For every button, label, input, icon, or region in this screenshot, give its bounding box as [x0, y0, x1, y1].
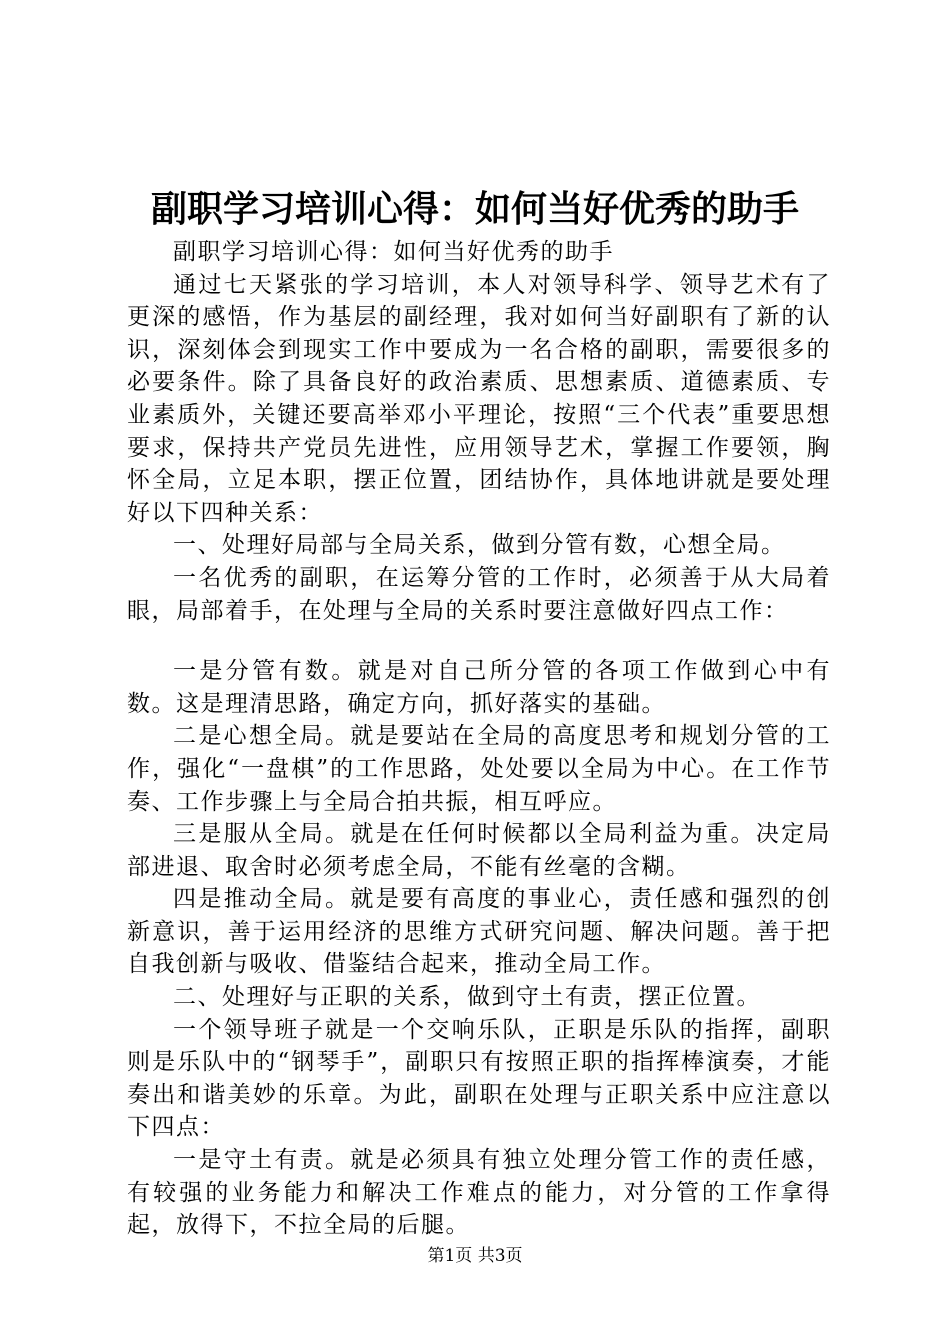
- section-heading-2: 二、处理好与正职的关系，做到守土有责，摆正位置。: [173, 984, 761, 1011]
- document-body: [127, 236, 831, 1242]
- paragraph-intro: 通过七天紧张的学习培训，本人对领导科学、领导艺术有了更深的感悟，作为基层的副经理，我对如何当好副职有了新的认识，深刻体会到现实工作中要成为一名合格的副职，需要很多的必要条件。除了具备良好的政治素质、思想素质、道德素质、专业素质外，关键还要高举邓小平理论，按照“三个代表”重要思想要求，保持共产党员先进性，应用领导艺术，掌握工作要领，胸怀全局，立足本职，摆正位置，团结协作，具体地讲就是要处理好以下四种关系：: [127, 271, 831, 526]
- paragraph-section-2-point-1: 一是守土有责。就是必须具有独立处理分管工作的责任感，有较强的业务能力和解决工作难点的能力，对分管的工作拿得起，放得下，不拉全局的后腿。: [127, 1147, 831, 1239]
- document-title: 副职学习培训心得：如何当好优秀的助手: [150, 189, 799, 230]
- paragraph-point-3: 三是服从全局。就是在任何时候都以全局利益为重。决定局部进退、取舍时必须考虑全局，不能有丝毫的含糊。: [127, 821, 831, 880]
- paragraph-point-4: 四是推动全局。就是要有高度的事业心，责任感和强烈的创新意识，善于运用经济的思维方式研究问题、解决问题。善于把自我创新与吸收、借鉴结合起来，推动全局工作。: [127, 886, 831, 978]
- paragraph-point-1: 一是分管有数。就是对自己所分管的各项工作做到心中有数。这是理清思路，确定方向，抓好落实的基础。: [127, 658, 831, 717]
- paragraph-section-2-intro: 一个领导班子就是一个交响乐队，正职是乐队的指挥，副职则是乐队中的“钢琴手”，副职只有按照正职的指挥棒演奏，才能奏出和谐美妙的乐章。为此，副职在处理与正职关系中应注意以下四点：: [127, 1016, 831, 1141]
- page-number-footer: 第1页 共3页: [427, 1246, 523, 1266]
- paragraph-point-2: 二是心想全局。就是要站在全局的高度思考和规划分管的工作，强化“一盘棋”的工作思路，处处要以全局为中心。在工作节奏、工作步骤上与全局合拍共振，相互呼应。: [127, 723, 831, 815]
- paragraph-subtitle: 副职学习培训心得：如何当好优秀的助手: [173, 239, 614, 265]
- paragraph-section-1-intro: 一名优秀的副职，在运筹分管的工作时，必须善于从大局着眼，局部着手，在处理与全局的关系时要注意做好四点工作：: [127, 564, 831, 624]
- section-heading-1: 一、处理好局部与全局关系，做到分管有数，心想全局。: [173, 532, 786, 559]
